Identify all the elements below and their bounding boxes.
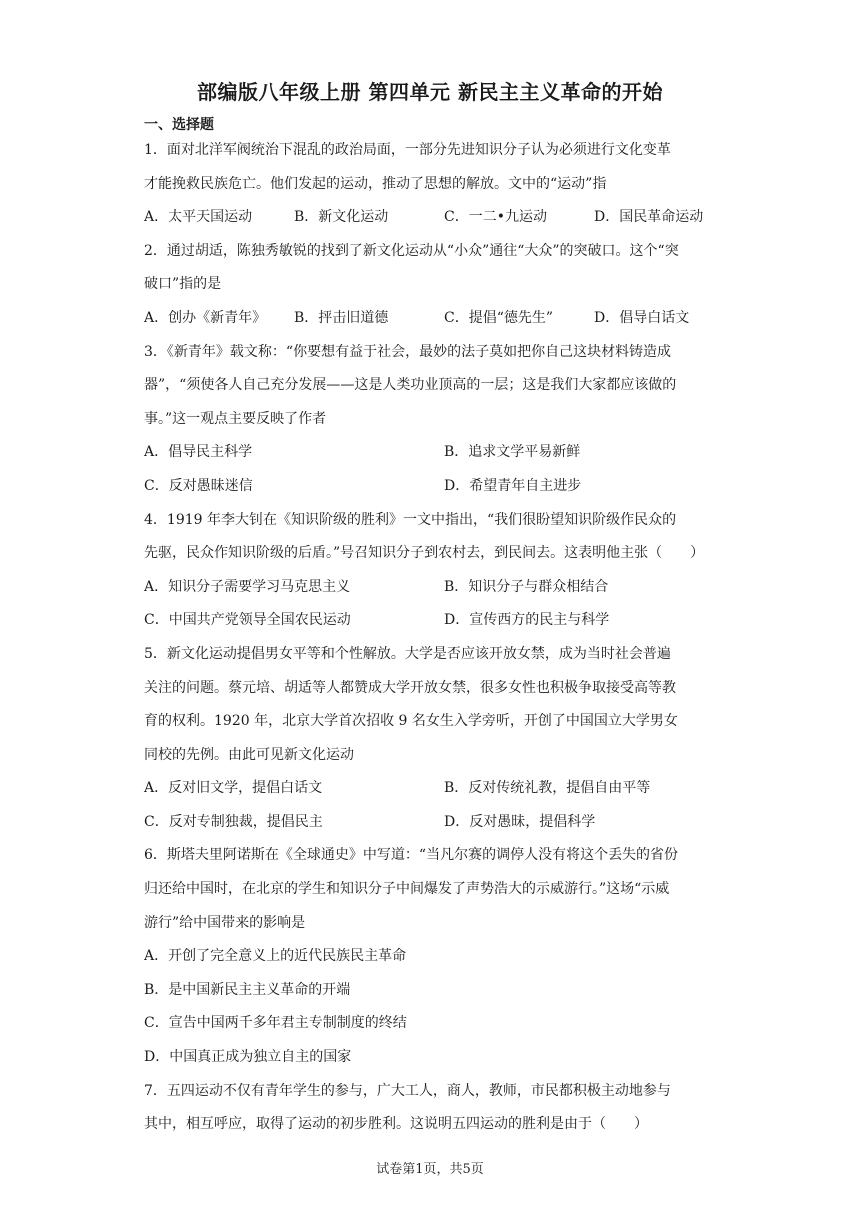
question-5-options-row-2	[144, 806, 720, 840]
question-1-line-2: 才能挽救民族危亡。他们发起的运动，推动了思想的解放。文中的“运动”指	[144, 175, 607, 192]
option-b: B．是中国新民主主义革命的开端	[144, 981, 351, 998]
option-a: A．太平天国运动	[144, 209, 253, 226]
question-4-line-1: 4．1919 年李大钊在《知识阶级的胜利》一文中指出，“我们很盼望知识阶级作民众的	[144, 511, 677, 528]
option-d: D．宣传西方的民主与科学	[444, 612, 610, 629]
question-6-line-3: 游行”给中国带来的影响是	[144, 914, 306, 931]
option-d: D．倡导白话文	[594, 309, 690, 326]
page-footer: 试卷第1页，共5页	[376, 1162, 484, 1177]
option-a: A．开创了完全意义上的近代民族民主革命	[144, 948, 407, 965]
option-b: B．抨击旧道德	[294, 309, 389, 326]
question-6-line-1: 6．斯塔夫里阿诺斯在《全球通史》中写道：“当凡尔赛的调停人没有将这个丢失的省份	[144, 847, 679, 864]
option-a: A．知识分子需要学习马克思主义	[144, 578, 351, 595]
question-4-options-row-1	[144, 571, 720, 605]
option-d: D．希望青年自主进步	[444, 477, 582, 494]
question-1-options	[144, 201, 720, 235]
question-3-options-row-2	[144, 470, 720, 504]
question-4-options-row-2	[144, 604, 720, 638]
option-d: D．国民革命运动	[594, 209, 704, 226]
option-a: A．倡导民主科学	[144, 444, 253, 461]
page-title: 部编版八年级上册 第四单元 新民主主义革命的开始	[197, 80, 663, 104]
option-c: C．提倡“德先生”	[444, 309, 554, 326]
question-3-line-1: 3．《新青年》载文称：“你要想有益于社会，最妙的法子莫如把你自己这块材料铸造成	[144, 343, 672, 360]
question-list	[144, 134, 720, 1142]
question-1-line-1: 1．面对北洋军阀统治下混乱的政治局面，一部分先进知识分子认为必须进行文化变革	[144, 142, 671, 158]
option-c: C．反对愚昧迷信	[144, 477, 253, 494]
option-c: C．反对专制独裁，提倡民主	[144, 813, 323, 830]
option-b: B．反对传统礼教，提倡自由平等	[444, 780, 651, 797]
question-7-line-2: 其中，相互呼应，取得了运动的初步胜利。这说明五四运动的胜利是由于（ ）	[144, 1116, 648, 1133]
question-3-line-3: 事。”这一观点主要反映了作者	[144, 410, 327, 427]
option-a: A．创办《新青年》	[144, 309, 267, 326]
option-d: D．反对愚昧，提倡科学	[444, 813, 596, 830]
option-b: B．追求文学平易新鲜	[444, 444, 581, 461]
question-5-line-3: 育的权利。1920 年，北京大学首次招收 9 名女生入学旁听，开创了中国国立大学男女	[144, 713, 678, 730]
question-5-options-row-1	[144, 772, 720, 806]
question-4-line-2: 先驱，民众作知识阶级的后盾。”号召知识分子到农村去，到民间去。这表明他主张（ ）	[144, 545, 705, 562]
question-2-line-2: 破口”指的是	[144, 276, 222, 293]
question-5-line-1: 5．新文化运动提倡男女平等和个性解放。大学是否应该开放女禁，成为当时社会普遍	[144, 645, 671, 662]
question-5-line-4: 同校的先例。由此可见新文化运动	[144, 746, 354, 763]
question-2-options	[144, 302, 720, 336]
question-5-line-2: 关注的问题。蔡元培、胡适等人都赞成大学开放女禁，很多女性也积极争取接受高等教	[144, 679, 676, 696]
option-c: C．一二•九运动	[444, 209, 547, 226]
question-7-line-1: 7．五四运动不仅有青年学生的参与，广大工人，商人，教师，市民都积极主动地参与	[144, 1082, 671, 1099]
option-d: D．中国真正成为独立自主的国家	[144, 1049, 352, 1066]
option-c: C．中国共产党领导全国农民运动	[144, 612, 351, 629]
section-heading: 一、选择题	[144, 117, 214, 133]
option-b: B．新文化运动	[294, 209, 389, 226]
question-3-line-2: 器”，“须使各人自己充分发展——这是人类功业顶高的一层；这是我们大家都应该做的	[144, 377, 677, 394]
question-2-line-1: 2．通过胡适，陈独秀敏锐的找到了新文化运动从“小众”通往“大众”的突破口。这个“突	[144, 242, 679, 259]
question-3-options-row-1	[144, 436, 720, 470]
option-b: B．知识分子与群众相结合	[444, 578, 609, 595]
question-6-line-2: 归还给中国时，在北京的学生和知识分子中间爆发了声势浩大的示威游行。”这场“示威	[144, 881, 670, 898]
option-a: A．反对旧文学，提倡白话文	[144, 780, 323, 797]
option-c: C．宣告中国两千多年君主专制制度的终结	[144, 1015, 407, 1032]
